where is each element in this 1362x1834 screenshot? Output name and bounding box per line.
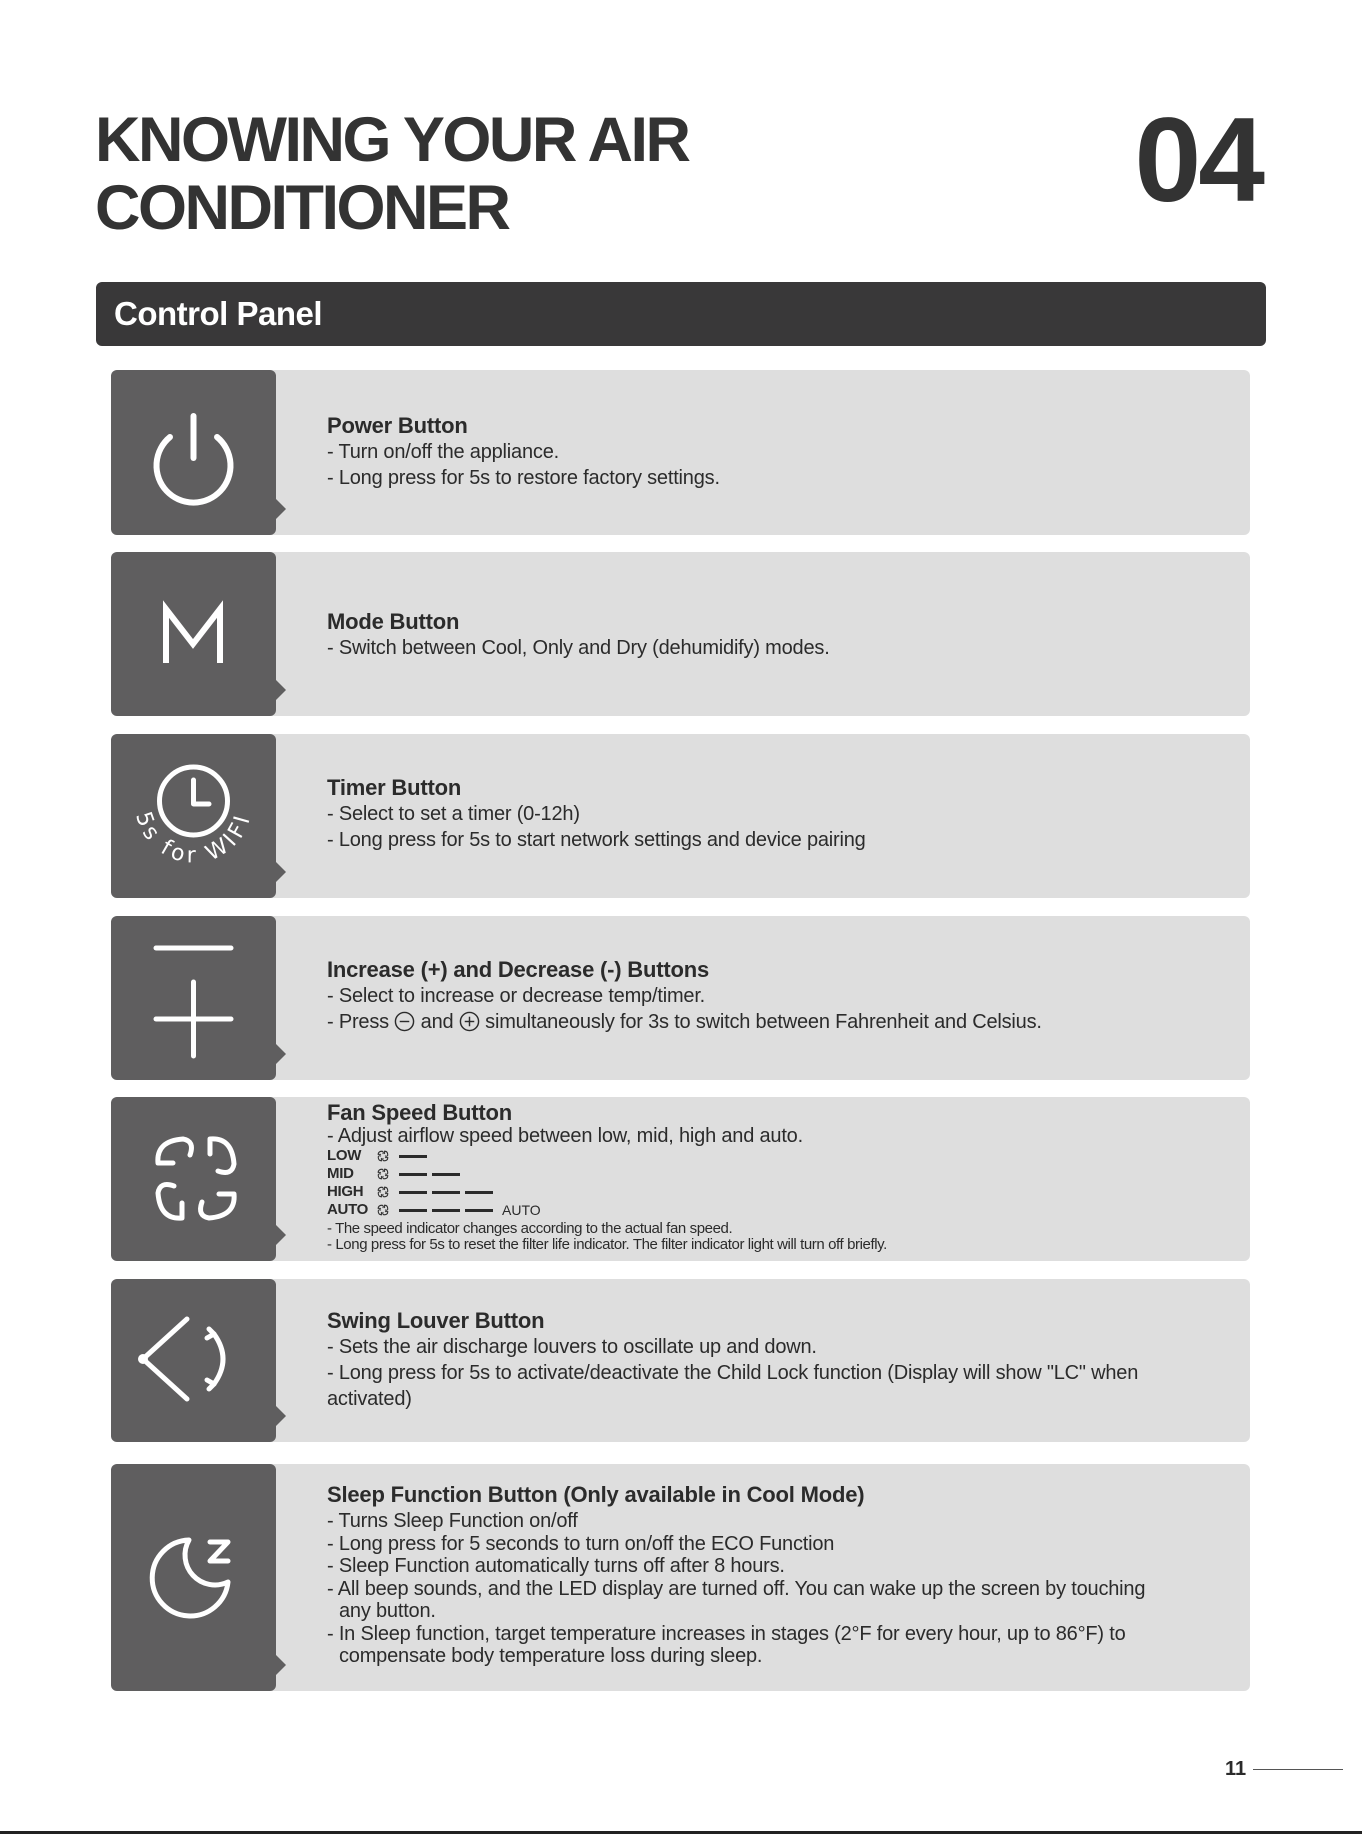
moon-sleep-icon [111, 1464, 276, 1691]
fan-speed-label: AUTO [327, 1201, 369, 1218]
card-line: - All beep sounds, and the LED display are turned off. You can wake up the screen by touching any button. [327, 1577, 1146, 1622]
title-line-2: CONDITIONER [95, 173, 509, 243]
small-fan-icon [375, 1166, 391, 1182]
card-heading: Power Button [327, 413, 468, 438]
card-text [327, 1480, 1210, 1668]
card-text [327, 412, 1210, 491]
fan-speed-row [327, 1147, 1210, 1165]
fan-speed-label: HIGH [327, 1183, 364, 1200]
card-line: - In Sleep function, target temperature increases in stages (2°F for every hour, up to 86°F) to compensate body temperature loss during sleep. [327, 1622, 1126, 1667]
small-fan-icon [375, 1202, 391, 1218]
card-line: - Long press for 5s to restore factory settings. [327, 467, 720, 489]
card-power-button [111, 370, 1250, 535]
card-line: - Turns Sleep Function on/off [327, 1510, 578, 1532]
card-line: - Long press for 5 seconds to turn on/off the ECO Function [327, 1532, 835, 1555]
fan-speed-bar [399, 1155, 427, 1158]
fan-speed-bar [399, 1209, 427, 1212]
fan-speed-bar [432, 1209, 460, 1212]
card-line-press [327, 1009, 1210, 1035]
fan-speed-bar [399, 1173, 427, 1176]
card-text [327, 774, 1210, 853]
and-text: and [420, 1011, 454, 1033]
card-heading: Sleep Function Button (Only available in Cool Mode) [327, 1482, 865, 1507]
card-heading: Increase (+) and Decrease (-) Buttons [327, 957, 709, 982]
card-line: - Sets the air discharge louvers to oscillate up and down. [327, 1336, 817, 1358]
fan-speed-auto-text: AUTO [502, 1202, 541, 1218]
timer-icon-tile [111, 734, 276, 898]
card-heading: Mode Button [327, 609, 460, 634]
fan-speed-row [327, 1201, 1210, 1219]
card-heading: Timer Button [327, 775, 462, 800]
swing-louver-icon [111, 1279, 276, 1442]
chapter-number: 04 [1134, 93, 1262, 227]
power-icon [111, 370, 276, 535]
card-line: - Long press for 5s to activate/deactivate the Child Lock function (Display will show "LC" when activated) [327, 1362, 1139, 1410]
clock-icon-label: 5s for WIFI [130, 808, 257, 869]
card-increase-decrease-buttons [111, 916, 1250, 1080]
fan-speed-bar [465, 1209, 493, 1212]
page-number-rule [1253, 1769, 1343, 1770]
plus-minus-icon [111, 916, 276, 1080]
card-text [327, 956, 1210, 1035]
fan-speed-bar [432, 1191, 460, 1194]
card-text [327, 1101, 1210, 1253]
fan-speed-bars [399, 1191, 498, 1194]
fan-icon-tile [111, 1097, 276, 1261]
fan-speed-bars [399, 1155, 432, 1158]
fan-speed-bar [399, 1191, 427, 1194]
section-header-control-panel: Control Panel [96, 282, 1266, 346]
fan-note: - Long press for 5s to reset the filter life indicator. The filter indicator light will turn off briefly. [327, 1236, 887, 1253]
plus-circle-icon [459, 1011, 480, 1032]
card-heading: Swing Louver Button [327, 1308, 545, 1333]
page-title [95, 106, 689, 242]
mode-m-icon [111, 552, 276, 716]
card-line: - Long press for 5s to start network settings and device pairing [327, 829, 866, 851]
card-text [327, 1307, 1210, 1412]
press-text: - Press [327, 1011, 389, 1033]
fan-speed-row [327, 1165, 1210, 1183]
fan-icon [111, 1097, 276, 1261]
small-fan-icon [375, 1184, 391, 1200]
power-icon-tile [111, 370, 276, 535]
fan-speed-label: MID [327, 1165, 354, 1182]
card-mode-button [111, 552, 1250, 716]
title-line-1: KNOWING YOUR AIR [95, 105, 689, 175]
card-fan-speed-button [111, 1097, 1250, 1261]
fan-speed-row [327, 1183, 1210, 1201]
clock-icon [111, 734, 276, 898]
card-heading: Fan Speed Button [327, 1100, 513, 1125]
fan-speed-bar [465, 1191, 493, 1194]
sleep-icon-tile [111, 1464, 276, 1691]
card-swing-louver-button [111, 1279, 1250, 1442]
mode-icon-tile [111, 552, 276, 716]
card-sleep-function-button [111, 1464, 1250, 1691]
minus-circle-icon [394, 1011, 415, 1032]
card-line: - Adjust airflow speed between low, mid, high and auto. [327, 1125, 803, 1147]
card-line: - Turn on/off the appliance. [327, 441, 559, 463]
swing-icon-tile [111, 1279, 276, 1442]
fan-speed-label: LOW [327, 1147, 362, 1164]
fan-speed-bars [399, 1173, 465, 1176]
fan-note: - The speed indicator changes according to the actual fan speed. [327, 1220, 733, 1237]
page-number: 11 [1225, 1758, 1247, 1780]
switch-units-text: simultaneously for 3s to switch between Fahrenheit and Celsius. [485, 1011, 1042, 1033]
card-line: - Select to increase or decrease temp/timer. [327, 985, 706, 1007]
fan-speed-list [327, 1147, 1210, 1219]
svg-text:5s for WIFI [130, 809, 256, 869]
plus-minus-icon-tile [111, 916, 276, 1080]
card-line: - Select to set a timer (0-12h) [327, 803, 580, 825]
small-fan-icon [375, 1148, 391, 1164]
card-text [327, 608, 1210, 661]
fan-speed-bars [399, 1209, 498, 1212]
card-timer-button [111, 734, 1250, 898]
card-line: - Switch between Cool, Only and Dry (dehumidify) modes. [327, 637, 830, 659]
fan-speed-bar [432, 1173, 460, 1176]
card-line: - Sleep Function automatically turns off after 8 hours. [327, 1555, 785, 1577]
